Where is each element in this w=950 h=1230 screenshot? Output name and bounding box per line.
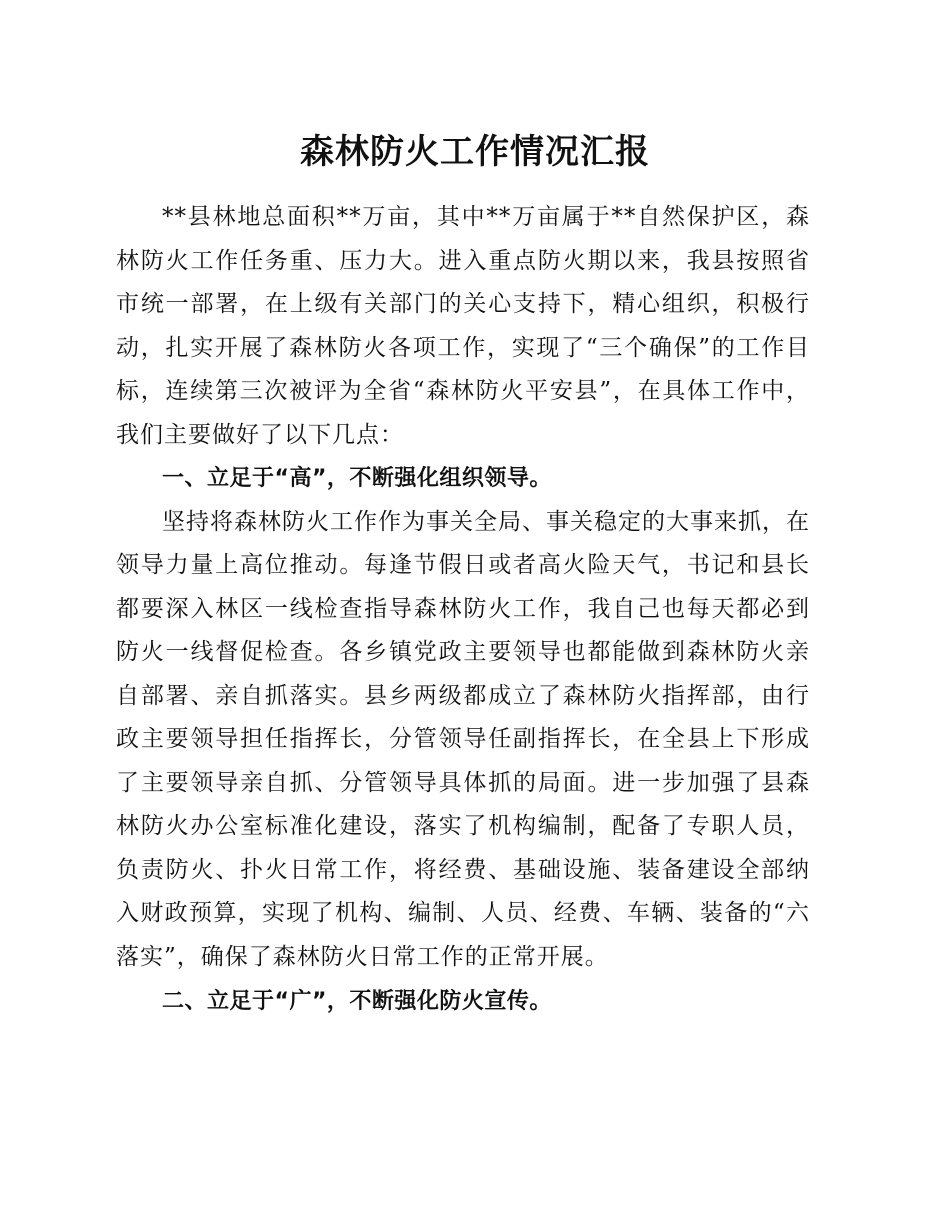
intro-paragraph: **县林地总面积**万亩，其中**万亩属于**自然保护区，森林防火工作任务重、压力大。进入重点防火期以来，我县按照省市统一部署，在上级有关部门的关心支持下，精心组织，积极行动，扎实开展了森林防火各项工作，实现了“三个确保”的工作目标，连续第三次被评为全省“森林防火平安县”，在具体工作中，我们主要做好了以下几点： <box>116 204 810 448</box>
document-body <box>116 196 810 1024</box>
section-1-paragraph: 坚持将森林防火工作作为事关全局、事关稳定的大事来抓，在领导力量上高位推动。每逢节假日或者高火险天气，书记和县长都要深入林区一线检查指导森林防火工作，我自己也每天都必到防火一线督促检查。各乡镇党政主要领导也都能做到森林防火亲自部署、亲自抓落实。县乡两级都成立了森林防火指挥部，由行政主要领导担任指挥长，分管领导任副指挥长，在全县上下形成了主要领导亲自抓、分管领导具体抓的局面。进一步加强了县森林防火办公室标准化建设，落实了机构编制，配备了专职人员，负责防火、扑火日常工作，将经费、基础设施、装备建设全部纳入财政预算，实现了机构、编制、人员、经费、车辆、装备的“六落实”，确保了森林防火日常工作的正常开展。 <box>116 508 810 970</box>
section-heading-2: 二、立足于“广”，不断强化防火宣传。 <box>162 989 552 1014</box>
document-title: 森林防火工作情况汇报 <box>300 132 650 172</box>
section-heading-1: 一、立足于“高”，不断强化组织领导。 <box>162 466 552 491</box>
